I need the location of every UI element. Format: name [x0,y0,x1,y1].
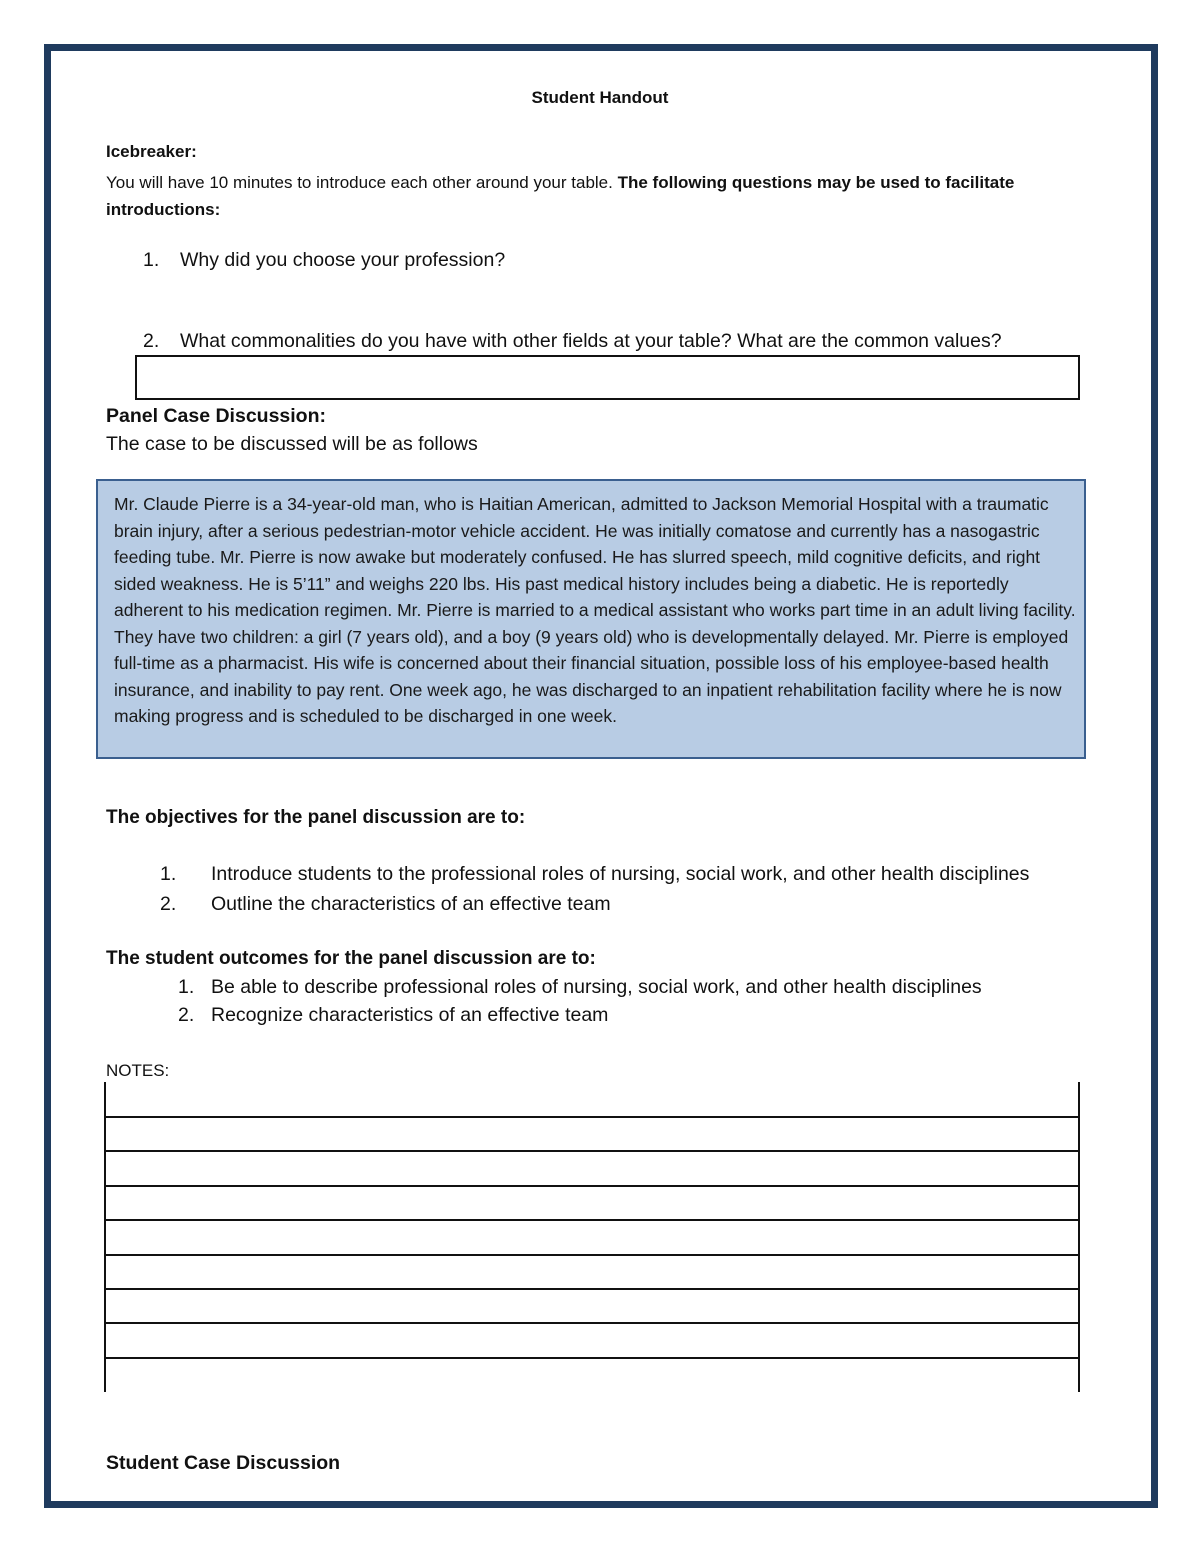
objectives-heading: The objectives for the panel discussion are to: [106,807,526,828]
outcome-text: Recognize characteristics of an effective team [211,1004,609,1026]
notes-area[interactable] [104,1082,1080,1392]
icebreaker-heading: Icebreaker: [106,142,197,161]
question-text: What commonalities do you have with other fields at your table? What are the common values? [180,330,1002,352]
footer-heading: Student Case Discussion [106,1452,341,1474]
panel-heading: Panel Case Discussion: [106,405,327,427]
notes-line [106,1288,1078,1290]
notes-label: NOTES: [106,1061,170,1080]
notes-line [106,1254,1078,1256]
icebreaker-intro-text: You will have 10 minutes to introduce each other around your table. [106,173,613,192]
question-text: Why did you choose your profession? [180,249,506,271]
notes-line [106,1116,1078,1118]
icebreaker-intro-emphasis: The following questions may be used to facilitate introductions: [106,173,1015,219]
notes-line [106,1322,1078,1324]
notes-line [106,1357,1078,1359]
objective-text: Outline the characteristics of an effective team [211,893,611,915]
panel-subheading: The case to be discussed will be as follows [106,433,478,455]
icebreaker-intro [106,169,1086,223]
objective-number: 2. [160,893,177,915]
notes-line [106,1150,1078,1152]
outcome-text: Be able to describe professional roles of nursing, social work, and other health disciplines [211,976,982,998]
notes-line [106,1219,1078,1221]
case-description: Mr. Claude Pierre is a 34-year-old man, who is Haitian American, admitted to Jackson Memorial Hospital with a traumatic brain injury, after a serious pedestrian-motor vehicle accident. He was initially comatose and currently has a nasogastric feeding tube. Mr. Pierre is now awake but moderately confused. He has slurred speech, mild cognitive deficits, and right sided weakness. He is 5’11” and weighs 220 lbs. His past medical history includes being a diabetic. He is reportedly adherent to his medication regimen. Mr. Pierre is married to a medical assistant who works part time in an adult living facility. They have two children: a girl (7 years old), and a boy (9 years old) who is developmentally delayed. Mr. Pierre is employed full-time as a pharmacist. His wife is concerned about their financial situation, possible loss of his employee-based health insurance, and inability to pay rent. One week ago, he was discharged to an inpatient rehabilitation facility where he is now making progress and is scheduled to be discharged in one week. [114,494,1076,726]
outcome-number: 1. [178,976,195,998]
question-number: 2. [143,330,160,352]
outcome-number: 2. [178,1004,195,1026]
objective-text: Introduce students to the professional roles of nursing, social work, and other health disciplines [211,863,1030,885]
case-box [96,479,1086,759]
question-number: 1. [143,249,160,271]
outcomes-heading: The student outcomes for the panel discussion are to: [106,948,596,969]
objective-number: 1. [160,863,177,885]
page-title: Student Handout [531,88,669,107]
notes-line [106,1185,1078,1187]
answer-box[interactable] [135,355,1080,400]
